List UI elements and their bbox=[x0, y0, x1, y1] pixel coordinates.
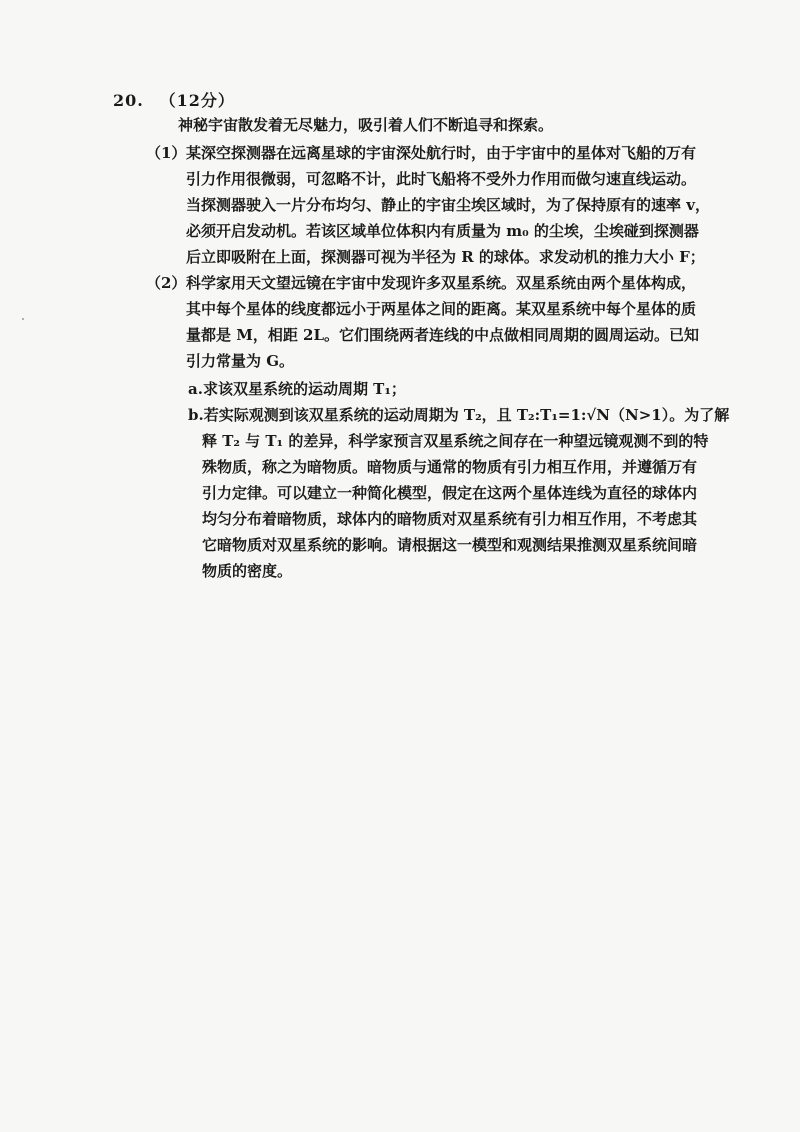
part-2-line: 引力常量为 G。 bbox=[186, 352, 295, 370]
subquestion-b-line: b.若实际观测到该双星系统的运动周期为 T₂，且 T₂:T₁=1:√N（N>1）。为了解 bbox=[188, 406, 730, 424]
part-2-line: 其中每个星体的线度都远小于两星体之间的距离。某双星系统中每个星体的质 bbox=[186, 300, 697, 318]
subquestion-b-line: 物质的密度。 bbox=[202, 562, 293, 580]
part-2-line: 科学家用天文望远镜在宇宙中发现许多双星系统。双星系统由两个星体构成， bbox=[186, 274, 697, 292]
subquestion-b-line: 引力定律。可以建立一种简化模型，假定在这两个星体连线为直径的球体内 bbox=[202, 484, 698, 502]
part-1-line: 引力作用很微弱，可忽略不计，此时飞船将不受外力作用而做匀速直线运动。 bbox=[186, 170, 697, 188]
question-points: （12分） bbox=[159, 91, 235, 110]
part-1 bbox=[146, 140, 776, 270]
question-header bbox=[113, 88, 235, 111]
subquestion-b-line: 释 T₂ 与 T₁ 的差异，科学家预言双星系统之间存在一种望远镜观测不到的特 bbox=[202, 432, 709, 450]
part-2-label: （2） bbox=[146, 274, 187, 292]
question-intro: 神秘宇宙散发着无尽魅力，吸引着人们不断追寻和探索。 bbox=[178, 116, 554, 134]
part-1-label: （1） bbox=[146, 144, 187, 162]
part-1-line: 当探测器驶入一片分布均匀、静止的宇宙尘埃区域时，为了保持原有的速率 v， bbox=[186, 196, 710, 214]
part-1-line: 必须开启发动机。若该区域单位体积内有质量为 m₀ 的尘埃，尘埃碰到探测器 bbox=[186, 222, 699, 240]
part-1-line: 后立即吸附在上面，探测器可视为半径为 R 的球体。求发动机的推力大小 F； bbox=[186, 248, 705, 266]
part-2-line: 量都是 M，相距 2L。它们围绕两者连线的中点做相同周期的圆周运动。已知 bbox=[186, 326, 700, 344]
subquestion-b-line: 均匀分布着暗物质，球体内的暗物质对双星系统有引力相互作用，不考虑其 bbox=[202, 510, 698, 528]
scan-speck bbox=[22, 318, 24, 320]
subquestion-b-line: 殊物质，称之为暗物质。暗物质与通常的物质有引力相互作用，并遵循万有 bbox=[202, 458, 698, 476]
part-1-line: 某深空探测器在远离星球的宇宙深处航行时，由于宇宙中的星体对飞船的万有 bbox=[186, 144, 697, 162]
subquestion-a: a.求该双星系统的运动周期 T₁； bbox=[188, 380, 406, 398]
subquestion-b bbox=[188, 402, 768, 584]
subquestion-b-line: 它暗物质对双星系统的影响。请根据这一模型和观测结果推测双星系统间暗 bbox=[202, 536, 698, 554]
question-number: 20. bbox=[113, 91, 144, 110]
part-2 bbox=[146, 270, 776, 374]
